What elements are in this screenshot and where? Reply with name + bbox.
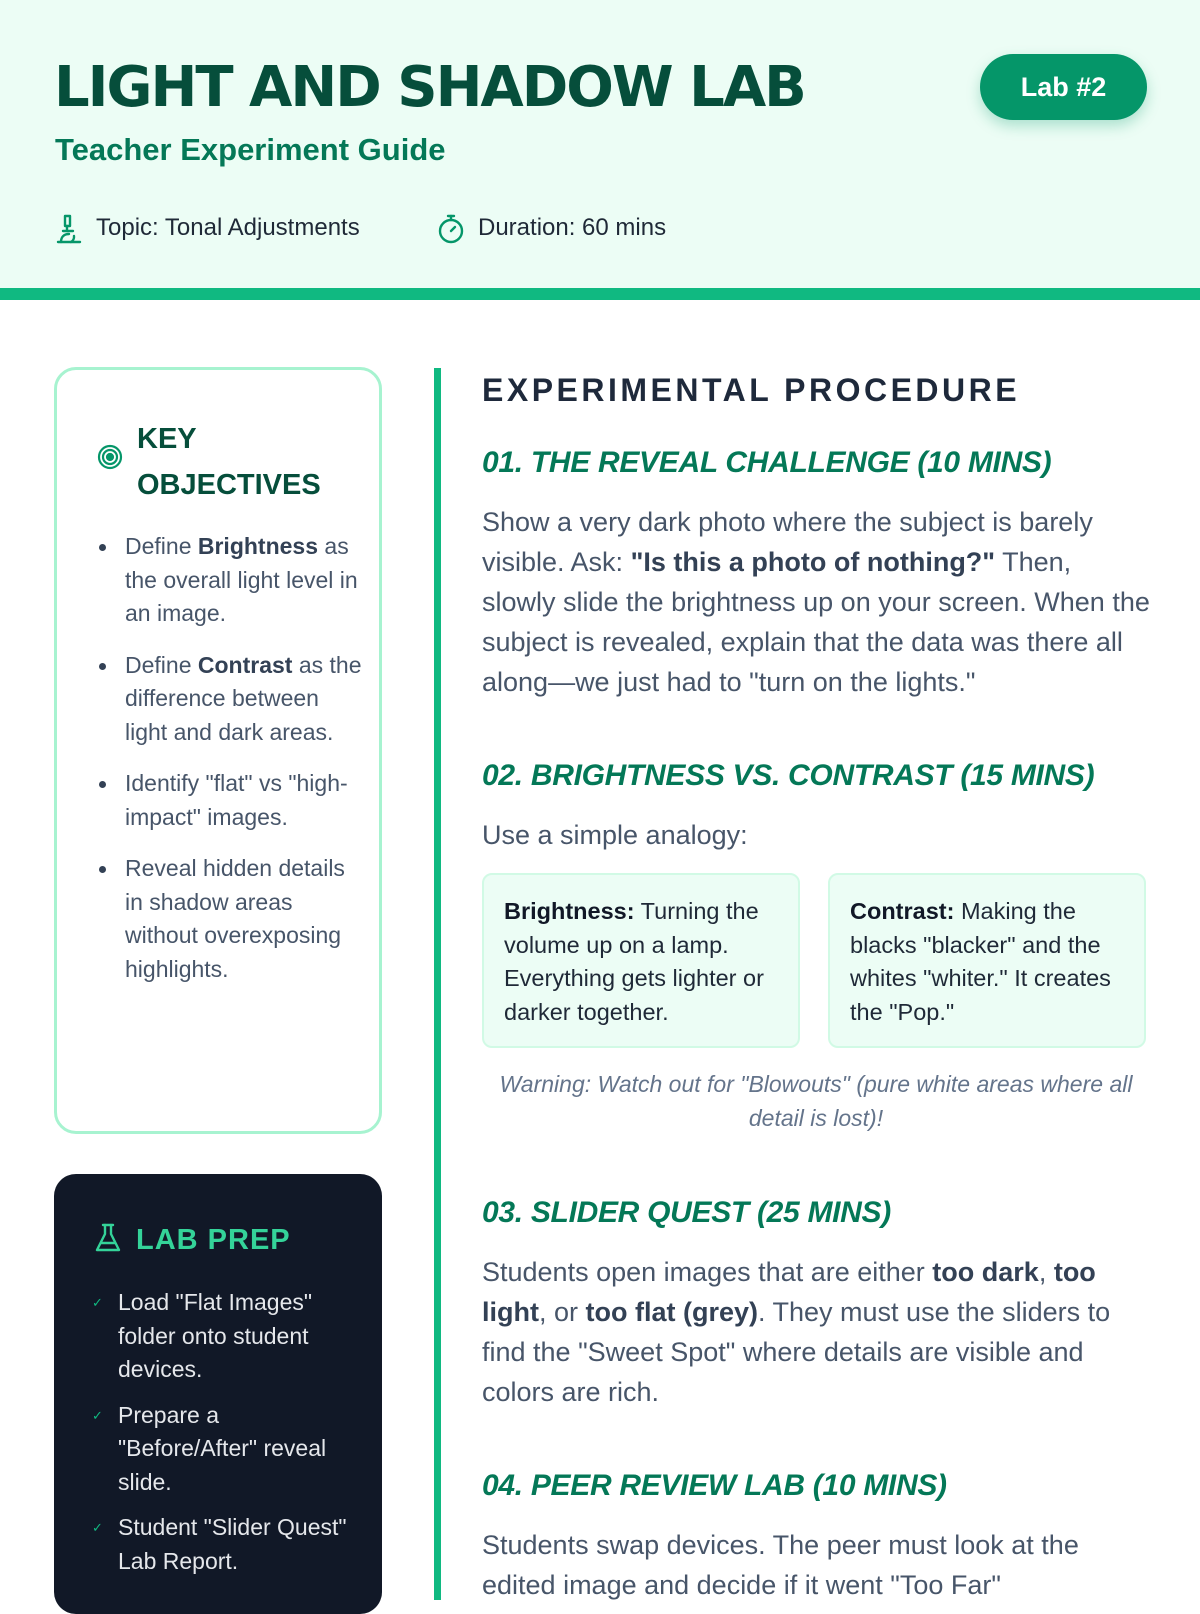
stopwatch-icon: [436, 212, 466, 244]
check-icon: ✓: [92, 1520, 103, 1535]
step-1-title: 01. THE REVEAL CHALLENGE (10 MINS): [482, 446, 1052, 479]
step-2-title: 02. BRIGHTNESS VS. CONTRAST (15 MINS): [482, 759, 1095, 792]
prep-list: [92, 1286, 362, 1590]
check-icon: ✓: [92, 1407, 103, 1423]
page-subtitle: Teacher Experiment Guide: [55, 132, 446, 167]
step-3-body: Students open images that are either too dark, too light, or too flat (grey). They must use the sliders to find the "Sweet Spot" where details are visible and colors are rich.: [482, 1257, 1111, 1407]
topic-text: Topic: Tonal Adjustments: [96, 214, 360, 241]
step-4-title: 04. PEER REVIEW LAB (10 MINS): [482, 1469, 947, 1502]
objectives-title: KEY OBJECTIVES: [137, 423, 321, 501]
brightness-analogy-box: Brightness: Turning the volume up on a lamp. Everything gets lighter or darker together.: [482, 873, 800, 1048]
step-1-body: Show a very dark photo where the subject is barely visible. Ask: "Is this a photo of nothing?" Then, slowly slide the brightness up on your screen. When the subject is revealed, explain that the data was there all along—we just had to "turn on the lights.": [482, 507, 1150, 697]
topic-meta: [54, 212, 360, 244]
prep-heading: [94, 1220, 291, 1260]
check-icon: ✓: [92, 1295, 103, 1310]
blowout-warning: Warning: Watch out for "Blowouts" (pure white areas where all detail is lost)!: [499, 1071, 1133, 1131]
contrast-analogy-box: Contrast: Making the blacks "blacker" and the whites "whiter." It creates the "Pop.": [828, 873, 1146, 1048]
list-item: ✓ Prepare a "Before/After" reveal slide.: [92, 1399, 362, 1500]
prep-title: LAB PREP: [136, 1224, 291, 1256]
step-4-body: Students swap devices. The peer must look at the edited image and decide if it went "Too Far": [482, 1530, 1079, 1600]
lab-number-badge: Lab #2: [980, 54, 1147, 120]
vertical-divider: [434, 368, 441, 1600]
microscope-icon: [54, 212, 84, 244]
list-item: ✓ Load "Flat Images" folder onto student devices.: [92, 1286, 362, 1387]
list-item: Define Contrast as the difference between light and dark areas.: [93, 649, 363, 750]
list-item: Identify "flat" vs "high-impact" images.: [93, 767, 363, 834]
key-objectives-card: [54, 367, 382, 1134]
duration-text: Duration: 60 mins: [478, 214, 667, 241]
lab-prep-card: [54, 1174, 382, 1614]
step-3-title: 03. SLIDER QUEST (25 MINS): [482, 1196, 891, 1229]
objectives-list: [93, 530, 363, 1004]
flask-icon: [94, 1222, 122, 1259]
step-2-intro: Use a simple analogy:: [482, 820, 748, 850]
list-item: Define Brightness as the overall light level in an image.: [93, 530, 363, 631]
list-item: ✓ Student "Slider Quest" Lab Report.: [92, 1511, 362, 1578]
page-title: LIGHT AND SHADOW LAB: [54, 55, 805, 120]
target-icon: [97, 444, 123, 475]
header: [0, 0, 1200, 300]
duration-meta: [436, 212, 666, 244]
list-item: Reveal hidden details in shadow areas without overexposing highlights.: [93, 852, 363, 986]
objectives-heading: [97, 416, 337, 508]
procedure-title: EXPERIMENTAL PROCEDURE: [482, 372, 1021, 408]
